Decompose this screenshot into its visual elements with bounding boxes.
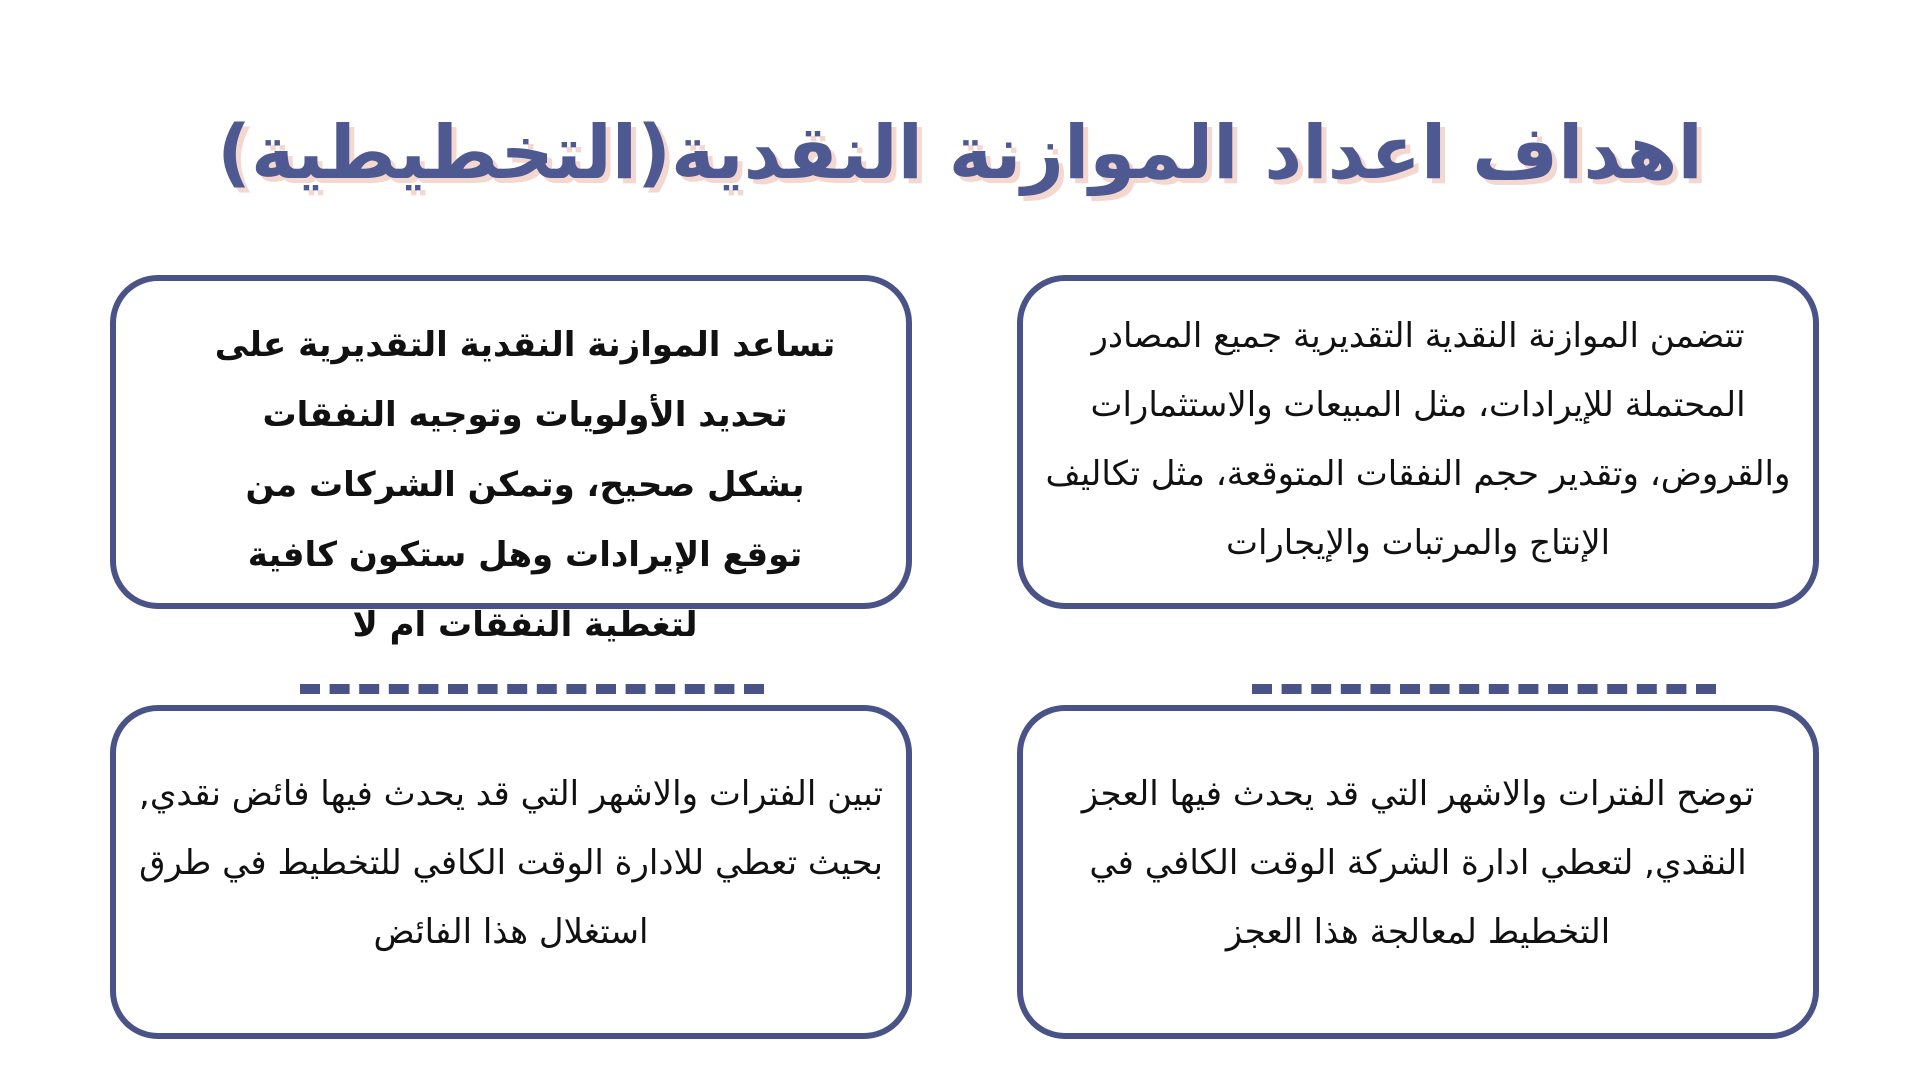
card-bottom-left-text: تبين الفترات والاشهر التي قد يحدث فيها فائض نقدي, بحيث تعطي للادارة الوقت الكافي للتخطيط في طرق استغلال هذا الفائض (139, 774, 883, 952)
divider-right (1252, 684, 1716, 694)
divider-left (300, 684, 764, 694)
card-top-left-text: تساعد الموازنة النقدية التقديرية على تحديد الأولويات وتوجيه النفقات بشكل صحيح، وتمكن الشركات من توقع الإيرادات وهل ستكون كافية لتغطية النفقات ام لا (214, 325, 836, 645)
slide-title: اهداف اعداد الموازنة النقدية(التخطيطية) (217, 110, 1703, 196)
card-top-right-text: تتضمن الموازنة النقدية التقديرية جميع المصادر المحتملة للإيرادات، مثل المبيعات والاستثمارات والقروض، وتقدير حجم النفقات المتوقعة، مثل تكاليف الإنتاج والمرتبات والإيجارات (1045, 316, 1791, 563)
card-bottom-right-text: توضح الفترات والاشهر التي قد يحدث فيها العجز النقدي, لتعطي ادارة الشركة الوقت الكافي في التخطيط لمعالجة هذا العجز (1081, 774, 1755, 952)
